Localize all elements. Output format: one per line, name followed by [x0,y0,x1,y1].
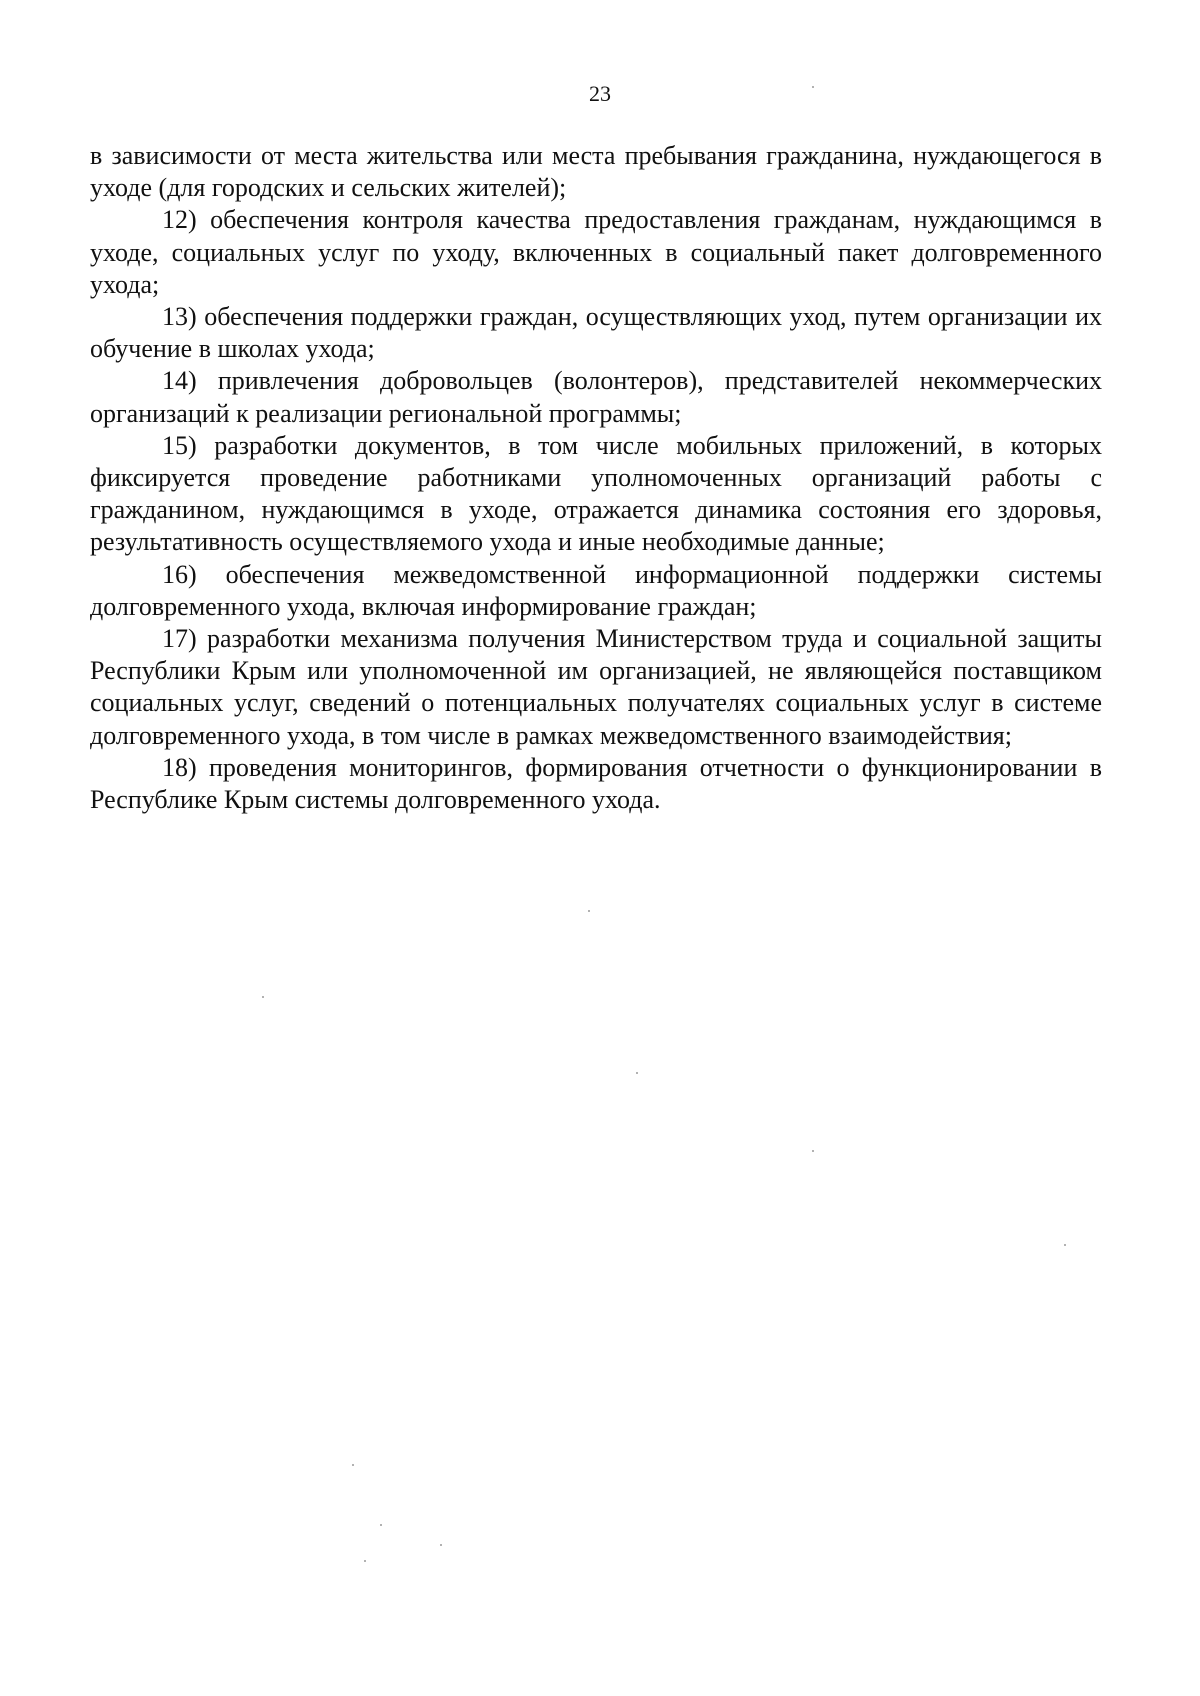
list-item-number: 17) [162,624,197,654]
list-item-text: проведения мониторингов, формирования отчетности о функционировании в Республике Крым системы долговременного ухода. [90,752,1102,815]
list-item-15 [90,430,1102,559]
page-number: 23 [589,81,611,106]
list-item-text: обеспечения контроля качества предоставления гражданам, нуждающимся в уходе, социальных услуг по уходу, включенных в социальный пакет долговременного ухода; [90,205,1102,299]
list-item-14 [90,365,1102,429]
scan-speck [364,1560,366,1562]
scan-speck [636,1072,638,1074]
list-item-17 [90,623,1102,752]
list-item-number: 15) [162,430,197,460]
list-item-text: привлечения добровольцев (волонтеров), представителей некоммерческих организаций к реализации региональной программы; [90,366,1102,428]
scan-speck [380,1524,382,1526]
list-item-16 [90,559,1102,623]
list-item-12 [90,204,1102,301]
list-item-text: обеспечения межведомственной информационной поддержки системы долговременного ухода, включая информирование граждан; [90,559,1102,621]
list-item-text: разработки документов, в том числе мобильных приложений, в которых фиксируется проведение работниками уполномоченных организаций работы с гражданином, нуждающимся в уходе, отражается динамика состояния его здоровья, результативность осуществляемого ухода и иные необходимые данные; [90,430,1102,557]
scan-speck [812,86,814,88]
document-body [90,140,1102,816]
list-item-number: 18) [162,752,197,782]
scan-speck [812,1150,814,1152]
paragraph-text: в зависимости от места жительства или места пребывания гражданина, нуждающегося в уходе (для городских и сельских жителей); [90,141,1102,203]
scan-speck [352,1464,354,1466]
list-item-text: обеспечения поддержки граждан, осуществляющих уход, путем организации их обучение в школах ухода; [90,302,1102,364]
list-item-number: 16) [162,559,197,589]
list-item-13 [90,301,1102,365]
scan-speck [440,1544,442,1546]
list-item-number: 12) [162,205,197,235]
scan-speck [1064,1244,1066,1246]
scan-speck [588,910,590,912]
list-item-number: 13) [162,302,197,332]
list-item-number: 14) [162,366,197,396]
list-item-18 [90,752,1102,816]
list-item-text: разработки механизма получения Министерством труда и социальной защиты Республики Крым или уполномоченной им организацией, не являющейся поставщиком социальных услуг, сведений о потенциальных получателях социальных услуг в системе долговременного ухода, в том числе в рамках межведомственного взаимодействия; [90,624,1102,750]
paragraph-continuation [90,140,1102,204]
scan-speck [262,996,264,998]
